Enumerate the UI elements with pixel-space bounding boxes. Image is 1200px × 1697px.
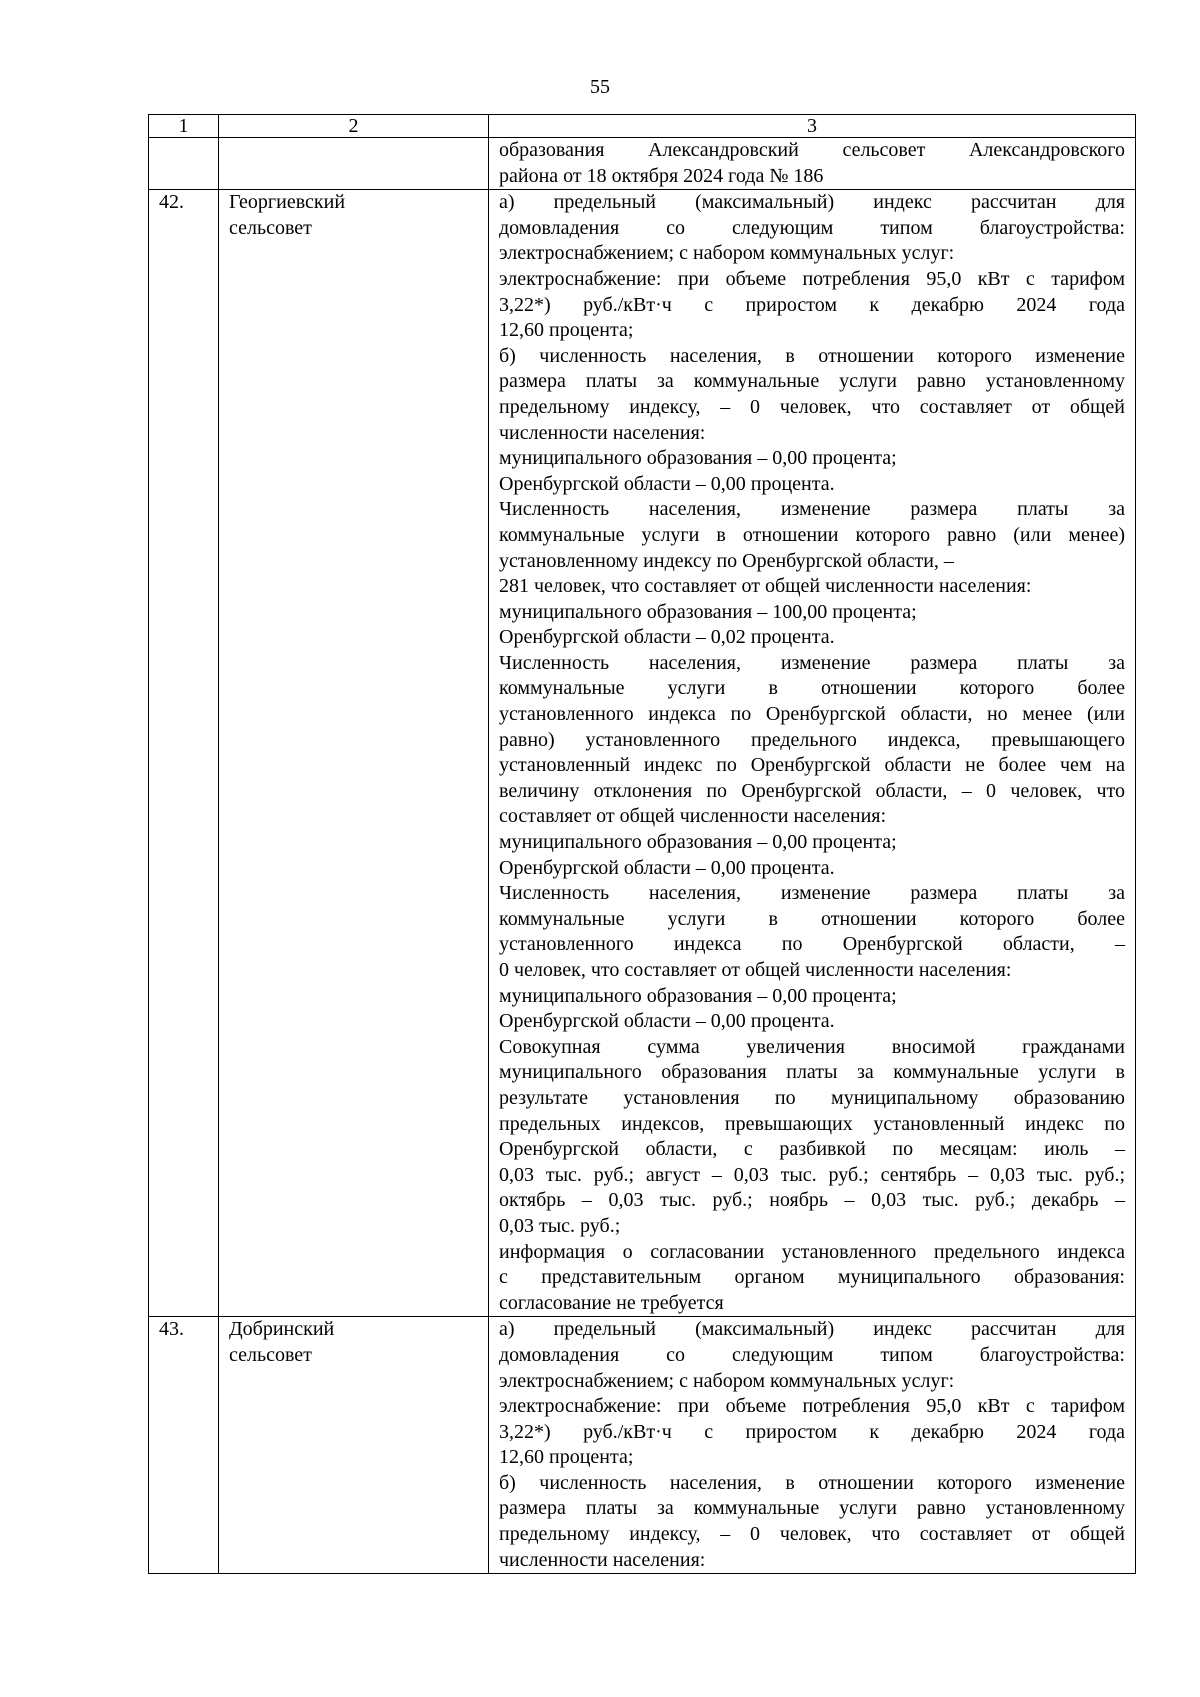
text-line: Численность населения, изменение размера платы за xyxy=(499,882,1125,905)
text-line: Оренбургской области – 0,02 процента. xyxy=(499,626,835,649)
text-line: равно) установленного предельного индекса, превышающего xyxy=(499,728,1125,751)
municipality-name-line: сельсовет xyxy=(229,1343,312,1366)
text-line: 3,22*) руб./кВт·ч с приростом к декабрю 2024 года xyxy=(499,293,1125,316)
text-line: электроснабжением; с набором коммунальных услуг: xyxy=(499,242,955,265)
text-line: размера платы за коммунальные услуги равно установленному xyxy=(499,1497,1125,1520)
text-line: с представительным органом муниципального образования: xyxy=(499,1266,1125,1289)
table-header-row xyxy=(149,115,1136,138)
municipality-name xyxy=(219,1317,489,1574)
text-line: величину отклонения по Оренбургской области, – 0 человек, что xyxy=(499,779,1125,802)
text-line: Совокупная сумма увеличения вносимой гражданами xyxy=(499,1035,1125,1058)
text-line: 3,22*) руб./кВт·ч с приростом к декабрю 2024 года xyxy=(499,1420,1125,1443)
text-line: муниципального образования – 0,00 процента; xyxy=(499,831,897,854)
text-line: коммунальные услуги в отношении которого более xyxy=(499,677,1125,700)
table-row xyxy=(149,1317,1136,1574)
text-line: октябрь – 0,03 тыс. руб.; ноябрь – 0,03 тыс. руб.; декабрь – xyxy=(499,1189,1125,1212)
text-line: коммунальные услуги в отношении которого более xyxy=(499,907,1125,930)
text-line: численности населения: xyxy=(499,421,706,444)
text-line: установленного индекса по Оренбургской области, – xyxy=(499,933,1125,956)
text-line: электроснабжение: при объеме потребления 95,0 кВт с тарифом xyxy=(499,267,1125,290)
text-line: образования Александровский сельсовет Александровского xyxy=(499,139,1125,161)
row-number: 42. xyxy=(149,190,219,1317)
municipality-name xyxy=(219,138,489,190)
text-line: 0,03 тыс. руб.; август – 0,03 тыс. руб.; сентябрь – 0,03 тыс. руб.; xyxy=(499,1163,1125,1186)
text-line: предельных индексов, превышающих установленный индекс по xyxy=(499,1112,1125,1135)
text-line: 0 человек, что составляет от общей численности населения: xyxy=(499,959,1012,981)
text-line: муниципального образования – 0,00 процента; xyxy=(499,447,897,470)
text-line: установленному индексу по Оренбургской области, – xyxy=(499,549,954,572)
text-line: 0,03 тыс. руб.; xyxy=(499,1214,621,1237)
text-line: электроснабжением; с набором коммунальных услуг: xyxy=(499,1369,955,1392)
text-line: информация о согласовании установленного предельного индекса xyxy=(499,1240,1125,1263)
text-line: домовладения со следующим типом благоустройства: xyxy=(499,216,1125,239)
page-number: 55 xyxy=(590,76,610,98)
index-description xyxy=(489,190,1136,1317)
text-line: размера платы за коммунальные услуги равно установленному xyxy=(499,370,1125,393)
row-number: 43. xyxy=(149,1317,219,1574)
text-line: 12,60 процента; xyxy=(499,1446,634,1469)
text-line: Оренбургской области, с разбивкой по месяцам: июль – xyxy=(499,1138,1125,1161)
table-row xyxy=(149,138,1136,190)
text-line: электроснабжение: при объеме потребления 95,0 кВт с тарифом xyxy=(499,1395,1125,1418)
municipality-name-line: сельсовет xyxy=(229,216,312,239)
text-line: а) предельный (максимальный) индекс рассчитан для xyxy=(499,1318,1125,1341)
text-line: Оренбургской области – 0,00 процента. xyxy=(499,472,835,495)
index-description xyxy=(489,138,1136,190)
column-header-3: 3 xyxy=(489,115,1136,138)
text-line: предельному индексу, – 0 человек, что составляет от общей xyxy=(499,395,1125,418)
text-line: Численность населения, изменение размера платы за xyxy=(499,651,1125,674)
table-row xyxy=(149,190,1136,1317)
text-line: Оренбургской области – 0,00 процента. xyxy=(499,1010,835,1033)
text-line: а) предельный (максимальный) индекс рассчитан для xyxy=(499,191,1125,214)
municipality-name-line: Добринский xyxy=(229,1318,335,1341)
municipality-name-line: Георгиевский xyxy=(229,191,346,214)
row-number xyxy=(149,138,219,190)
text-line: б) численность населения, в отношении которого изменение xyxy=(499,344,1125,367)
text-line: Оренбургской области – 0,00 процента. xyxy=(499,856,835,879)
text-line: муниципального образования платы за коммунальные услуги в xyxy=(499,1061,1125,1084)
text-line: установленный индекс по Оренбургской области не более чем на xyxy=(499,754,1125,777)
text-line: численности населения: xyxy=(499,1548,706,1571)
text-line: муниципального образования – 100,00 процента; xyxy=(499,600,917,623)
document-table xyxy=(148,114,1136,1574)
text-line: составляет от общей численности населения: xyxy=(499,805,887,828)
text-line: домовладения со следующим типом благоустройства: xyxy=(499,1343,1125,1366)
text-line: коммунальные услуги в отношении которого равно (или менее) xyxy=(499,523,1125,546)
text-line: муниципального образования – 0,00 процента; xyxy=(499,984,897,1007)
text-line: района от 18 октября 2024 года № 186 xyxy=(499,164,824,187)
text-line: 281 человек, что составляет от общей численности населения: xyxy=(499,575,1032,598)
text-line: б) численность населения, в отношении которого изменение xyxy=(499,1471,1125,1494)
text-line: установленного индекса по Оренбургской области, но менее (или xyxy=(499,703,1125,726)
text-line: Численность населения, изменение размера платы за xyxy=(499,498,1125,521)
index-description xyxy=(489,1317,1136,1574)
text-line: 12,60 процента; xyxy=(499,319,634,342)
column-header-1: 1 xyxy=(149,115,219,138)
text-line: предельному индексу, – 0 человек, что составляет от общей xyxy=(499,1523,1125,1546)
municipality-name xyxy=(219,190,489,1317)
text-line: результате установления по муниципальному образованию xyxy=(499,1086,1125,1109)
text-line: согласование не требуется xyxy=(499,1291,724,1314)
column-header-2: 2 xyxy=(219,115,489,138)
